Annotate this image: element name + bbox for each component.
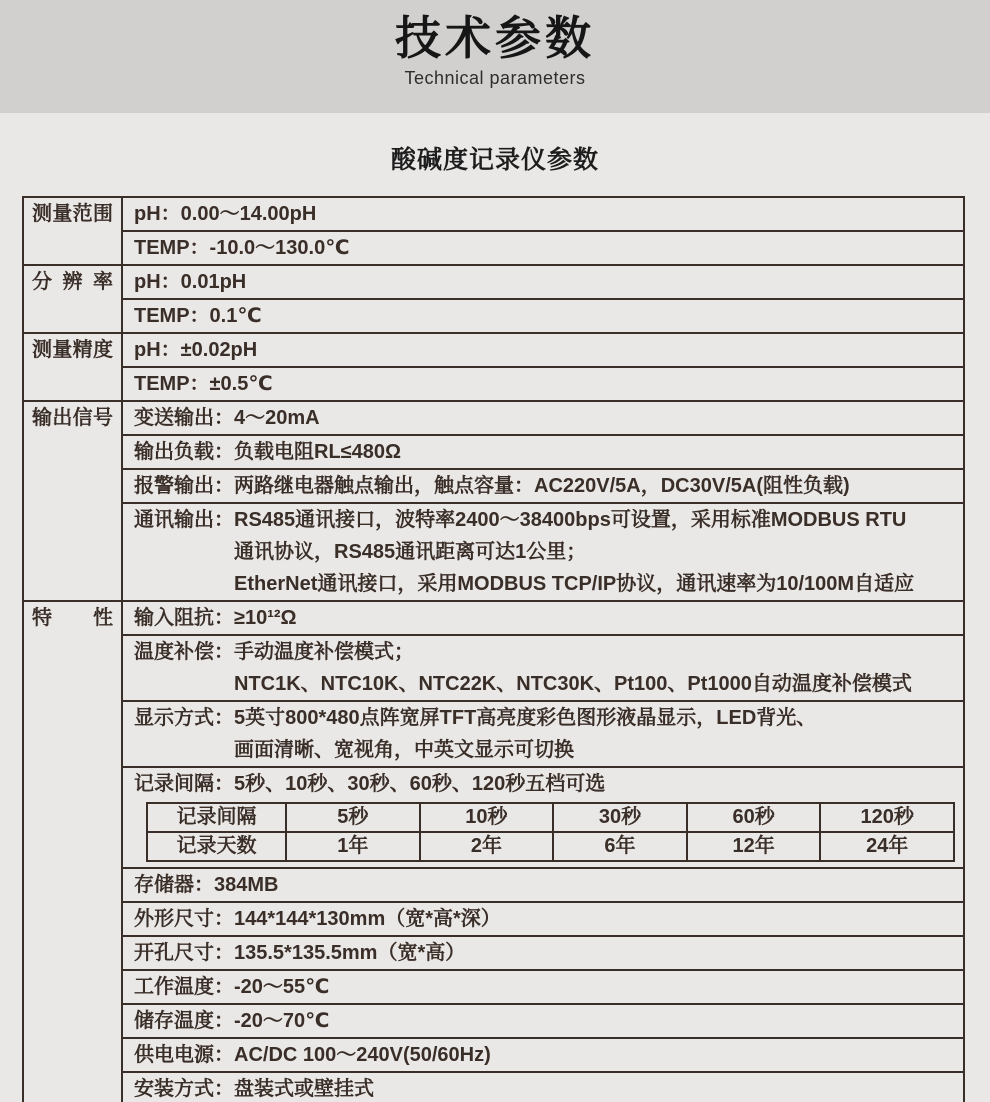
sec-rows <box>123 198 963 264</box>
spec-line: 通讯输出：RS485通讯接口，波特率2400～38400bps可设置，采用标准MODBUS RTU <box>134 509 907 531</box>
table-cell: 10秒 <box>419 804 553 831</box>
table-cell: 30秒 <box>552 804 686 831</box>
spec-row <box>123 867 963 901</box>
spec-row <box>123 334 963 366</box>
spec-line: pH：0.01pH <box>134 271 247 293</box>
spec-row <box>123 434 963 468</box>
spec-line: EtherNet通讯接口，采用MODBUS TCP/IP协议，通讯速率为10/100M自适应 <box>234 573 915 595</box>
spec-row <box>123 602 963 634</box>
table-cell: 2年 <box>419 831 553 860</box>
spec-row <box>123 901 963 935</box>
spec-row <box>123 468 963 502</box>
table-cell: 120秒 <box>819 804 953 831</box>
spec-line: 存储器：384MB <box>134 874 279 896</box>
spec-row <box>123 266 963 298</box>
spec-row <box>123 1003 963 1037</box>
spec-line: 画面清晰、宽视角，中英文显示可切换 <box>234 739 574 761</box>
table-row <box>148 804 953 831</box>
spec-line: 安装方式：盘装式或壁挂式 <box>134 1078 374 1100</box>
row-label-accuracy: 测量精度 <box>24 334 123 400</box>
table-cell: 记录天数 <box>148 831 285 860</box>
spec-line: 供电电源：AC/DC 100～240V(50/60Hz) <box>134 1044 491 1066</box>
spec-line: 储存温度：-20～70℃ <box>134 1010 330 1032</box>
spec-row <box>123 935 963 969</box>
table-cell: 6年 <box>552 831 686 860</box>
spec-line: 工作温度：-20～55℃ <box>134 976 330 998</box>
sec-measure-range <box>24 198 963 264</box>
page-subtitle: Technical parameters <box>404 68 586 88</box>
spec-line: 外形尺寸：144*144*130mm（宽*高*深） <box>134 908 501 930</box>
header-banner <box>0 0 990 113</box>
row-label-measure-range: 测量范围 <box>24 198 123 264</box>
table-cell: 24年 <box>819 831 953 860</box>
spec-line: 温度补偿：手动温度补偿模式； <box>134 641 414 663</box>
spec-row <box>123 230 963 264</box>
spec-line: 报警输出：两路继电器触点输出，触点容量：AC220V/5A，DC30V/5A(阻性负载) <box>134 475 850 497</box>
sec-rows <box>123 266 963 332</box>
spec-line: 开孔尺寸：135.5*135.5mm（宽*高） <box>134 942 466 964</box>
spec-row-record-interval <box>123 766 963 867</box>
spec-row <box>123 402 963 434</box>
spec-table <box>22 196 965 1102</box>
spec-line: NTC1K、NTC10K、NTC22K、NTC30K、Pt100、Pt1000自动温度补偿模式 <box>234 673 912 695</box>
row-label-features: 特性 <box>24 602 123 1102</box>
table-cell: 记录间隔 <box>176 806 257 828</box>
table-cell: 12年 <box>686 831 820 860</box>
spec-row <box>123 634 963 700</box>
sec-output-signal <box>24 400 963 600</box>
section-title: 酸碱度记录仪参数 <box>390 146 599 174</box>
sec-accuracy <box>24 332 963 400</box>
sec-resolution <box>24 264 963 332</box>
row-label-output-signal: 输出信号 <box>24 402 123 600</box>
spec-line: 记录间隔：5秒、10秒、30秒、60秒、120秒五档可选 <box>134 773 606 795</box>
spec-line: 变送输出：4～20mA <box>134 407 320 429</box>
spec-line: 输入阻抗：≥10¹²Ω <box>134 607 297 629</box>
sec-rows <box>123 602 963 1102</box>
spec-line: TEMP：±0.5℃ <box>134 373 273 395</box>
table-cell: 1年 <box>285 831 419 860</box>
page-title: 技术参数 <box>395 12 595 64</box>
spec-row <box>123 1037 963 1071</box>
spec-row <box>123 502 963 600</box>
spec-line: pH：0.00～14.00pH <box>134 203 317 225</box>
sec-features <box>24 600 963 1102</box>
table-cell: 60秒 <box>686 804 820 831</box>
record-interval-table <box>146 802 955 862</box>
spec-row <box>123 198 963 230</box>
row-label-resolution: 分辨率 <box>24 266 123 332</box>
sec-rows <box>123 402 963 600</box>
spec-row <box>123 969 963 1003</box>
spec-line: pH：±0.02pH <box>134 339 258 361</box>
spec-line: 显示方式：5英寸800*480点阵宽屏TFT高亮度彩色图形液晶显示，LED背光、 <box>134 707 817 729</box>
spec-line: TEMP：-10.0～130.0℃ <box>134 237 350 259</box>
sec-rows <box>123 334 963 400</box>
spec-row <box>123 1071 963 1102</box>
spec-row <box>123 298 963 332</box>
spec-line: 输出负载：负载电阻RL≤480Ω <box>134 441 402 463</box>
spec-row <box>123 366 963 400</box>
spec-line: TEMP：0.1℃ <box>134 305 262 327</box>
spec-line: 通讯协议，RS485通讯距离可达1公里； <box>234 541 587 563</box>
table-row <box>148 831 953 860</box>
table-cell: 5秒 <box>285 804 419 831</box>
spec-row <box>123 700 963 766</box>
